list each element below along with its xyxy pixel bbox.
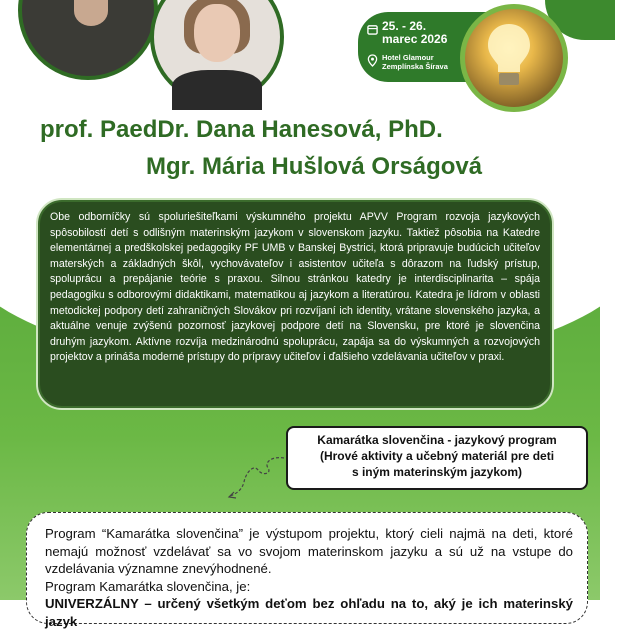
event-date: 25. - 26. marec 2026 bbox=[382, 19, 448, 46]
program-description-box bbox=[26, 512, 588, 629]
speaker-1-face bbox=[74, 0, 108, 26]
program-description bbox=[45, 525, 573, 629]
description-paragraph: Program “Kamarátka slovenčina” je výstupom projektu, ktorý cieli najmä na deti, ktoré nemajú možnosť vzdelávať sa vo svojom materinskom jazyku a sú už na vstupe do vzdelávania významne znevýhodnené. bbox=[45, 526, 573, 576]
description-intro: Program Kamarátka slovenčina, je: bbox=[45, 578, 251, 594]
speaker-2-face bbox=[194, 4, 240, 62]
speaker-2-shirt bbox=[172, 70, 262, 110]
program-title: Kamarátka slovenčina - jazykový program (Hrové aktivity a učebný materiál pre deti s iným materinským jazykom) bbox=[317, 433, 557, 479]
speaker-photo-2 bbox=[150, 0, 284, 104]
bio-text: Obe odborníčky sú spoluriešiteľkami výskumného projektu APVV Program rozvoja jazykových spôsobilostí detí s odlišným materinským jazykom v slovenskom jazyku. Taktiež pôsobia na Katedre elementárnej a predškolskej pedagogiky PF UMB v Banskej Bystrici, ktorá pripravuje budúcich učiteľov materských a základných škôl, vychovávateľov i asistentov učiteľa s dôrazom na ľudský prístup, spoluprácu a prepájanie teórie s praxou. Silnou stránkou katedry je interdisciplinarita – spája pedagogiku s odborovými didaktikami, matematikou aj jazykom a literatúrou. Katedra je lídrom v oblasti metodickej podpory detí zahraničných Slovákov pri rozvíjaní ich identity, vrátane slovenského jazyka, a aktuálne venuje zvýšenú pozornosť jazykovej podpore detí na Slovensku, pre ktoré je slovenčina druhým jazykom. Aktívne rozvíja medzinárodnú spoluprácu, zapája sa do výskumných a rozvojových projektov a prináša moderné prístupy do prípravy učiteľov i ďalšieho vzdelávania učiteľov v praxi. bbox=[50, 211, 540, 364]
speaker-name-1: prof. PaedDr. Dana Hanesová, PhD. bbox=[40, 116, 443, 143]
lightbulb-image bbox=[460, 4, 568, 112]
lightbulb-icon bbox=[460, 4, 558, 102]
calendar-icon bbox=[367, 24, 378, 35]
bio-box bbox=[36, 198, 554, 410]
speaker-photo-1 bbox=[18, 0, 158, 80]
event-venue: Hotel Glamour Zemplínska Šírava bbox=[382, 53, 448, 71]
curly-arrow-icon bbox=[224, 452, 288, 504]
program-title-box bbox=[286, 426, 588, 490]
description-cut-line: UNIVERZÁLNY – určený všetkým deťom bez ohľadu na to, aký je ich materinský jazyk bbox=[45, 596, 573, 629]
location-pin-icon bbox=[367, 54, 378, 67]
speaker-name-2: Mgr. Mária Hušlová Orságová bbox=[146, 153, 483, 180]
